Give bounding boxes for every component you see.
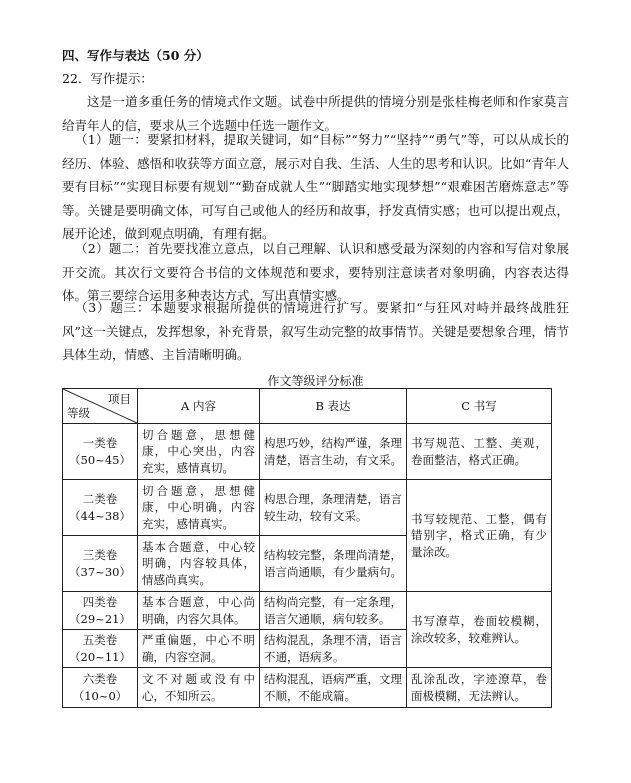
writing-cell: 书写较规范、工整，偶有错别字，格式正确，有少量涂改。 <box>407 480 552 592</box>
grading-table <box>62 388 552 708</box>
level-range: （10~0） <box>72 688 128 703</box>
content-cell: 严重偏题，中心不明确，内容空洞。 <box>138 630 260 668</box>
table-row <box>63 480 552 536</box>
writing-cell: 书写规范、工整、美观，卷面整洁，格式正确。 <box>407 424 552 480</box>
section-title: 四、写作与表达（50 分） <box>62 48 209 63</box>
level-name: 三类卷 <box>82 548 118 562</box>
topic3-paragraph: （3）题三：本题要求根据所提供的情境进行扩写。要紧扣“与狂风对峙并最终战胜狂风”这一关键点，发挥想象，补充背景，叙写生动完整的故事情节。关键是要想象合理，情节具体生动，情感、主旨清晰明确。 <box>62 300 569 363</box>
header-level-label: 等级 <box>67 405 90 420</box>
writing-cell: 乱涂乱改，字迹潦草，卷面极模糊，无法辨认。 <box>407 668 552 708</box>
writing-cell: 书写潦草，卷面较模糊，涂改较多，较难辨认。 <box>407 592 552 668</box>
level-range: （50~45） <box>69 452 131 467</box>
intro-paragraph: 这是一道多重任务的情境式作文题。试卷中所提供的情境分别是张桂梅老师和作家莫言给青年人的信，要求从三个选题中任选一题作文。 <box>62 94 569 133</box>
level-cell <box>63 536 138 592</box>
table-row <box>63 424 552 480</box>
content-cell: 文不对题或没有中心，不知所云。 <box>138 668 260 708</box>
level-name: 四类卷 <box>82 595 118 609</box>
content-cell: 基本合题意，中心尚明确，内容欠具体。 <box>138 592 260 630</box>
expression-cell: 构思合理，条理清楚，语言较生动，较有文采。 <box>260 480 407 536</box>
level-cell <box>63 424 138 480</box>
table-header-row <box>63 389 552 424</box>
content-cell: 切合题意，思想健康，中心突出，内容充实，感情真切。 <box>138 424 260 480</box>
topic2-paragraph: （2）题二：首先要找准立意点，以自己理解、认识和感受最为深刻的内容和写信对象展开交流。其次行文要符合书信的文体规范和要求，要特别注意读者对象明确，内容表达得体。第三要综合运用多种表达方式，写出真情实感。 <box>62 241 569 304</box>
topic1-paragraph: （1）题一：要紧扣材料，提取关键词，如“目标”“努力”“坚持”“勇气”等，可以从成长的经历、体验、感悟和收获等方面立意，展示对自我、生活、人生的思考和认识。比如“青年人要有目标”“实现目标要有规划”“勤奋成就人生”“脚踏实地实现梦想”“艰难困苦磨炼意志”等等。关键是要明确文体，可写自己或他人的经历和故事，抒发真情实感；也可以提出观点，展开论述，做到观点明确，有理有据。 <box>62 132 569 242</box>
level-name: 一类卷 <box>82 436 118 450</box>
level-name: 五类卷 <box>82 633 118 647</box>
level-range: （44~38） <box>69 508 131 523</box>
level-name: 二类卷 <box>82 492 118 506</box>
expression-cell: 结构混乱，条理不清，语言不通，语病多。 <box>260 630 407 668</box>
expression-cell: 构思巧妙，结构严谨，条理清楚，语言生动，有文采。 <box>260 424 407 480</box>
expression-cell: 结构尚完整，有一定条理，语言欠通顺，病句较多。 <box>260 592 407 630</box>
level-name: 六类卷 <box>82 672 118 686</box>
question-title: 22．写作提示： <box>62 71 153 86</box>
level-cell <box>63 668 138 708</box>
table-caption: 作文等级评分标准 <box>267 374 364 388</box>
content-cell: 切合题意，思想健康，中心明确，内容充实，感情真实。 <box>138 480 260 536</box>
level-cell <box>63 592 138 630</box>
level-range: （29~21） <box>69 611 131 626</box>
header-col-b: B 表达 <box>260 389 407 424</box>
table-row <box>63 668 552 708</box>
level-range: （37~30） <box>69 564 131 579</box>
expression-cell: 结构混乱，语病严重，文理不顺，不能成篇。 <box>260 668 407 708</box>
level-cell <box>63 630 138 668</box>
header-col-c: C 书写 <box>407 389 552 424</box>
header-item-label: 项目 <box>108 392 131 406</box>
content-cell: 基本合题意，中心较明确，内容较具体，情感尚真实。 <box>138 536 260 592</box>
expression-cell: 结构较完整，条理尚清楚，语言尚通顺，有少量病句。 <box>260 536 407 592</box>
header-diagonal-cell <box>63 389 138 424</box>
table-row <box>63 592 552 630</box>
level-cell <box>63 480 138 536</box>
header-col-a: A 内容 <box>138 389 260 424</box>
level-range: （20~11） <box>69 649 131 664</box>
